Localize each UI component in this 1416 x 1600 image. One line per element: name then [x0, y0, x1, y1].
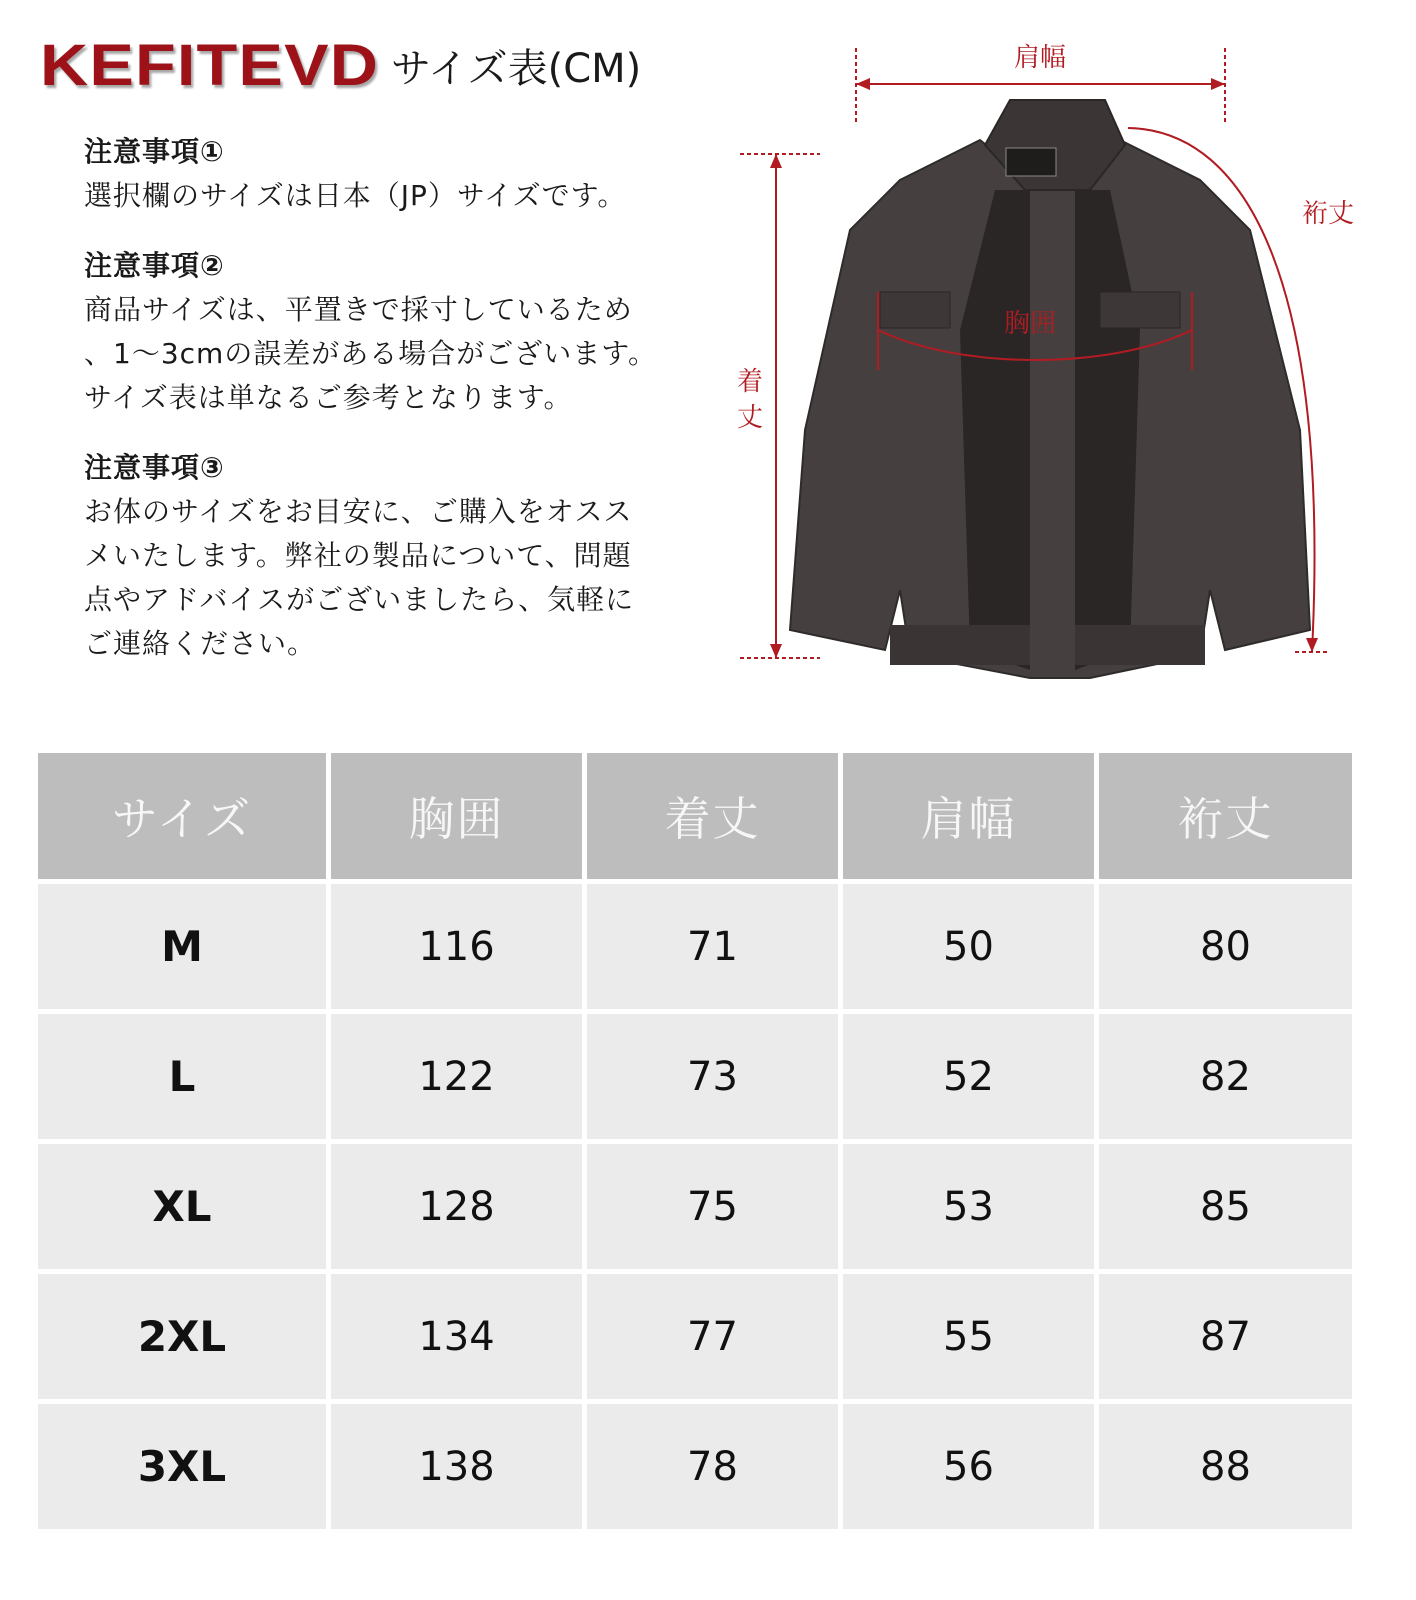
cell-sleeve: 85 [1099, 1144, 1352, 1269]
table-row [38, 1144, 1352, 1269]
header-size: サイズ [38, 753, 326, 879]
collar-label [1006, 148, 1056, 176]
cell-chest: 128 [331, 1144, 582, 1269]
note-body: 商品サイズは、平置きで採寸しているため 、1～3cmの誤差がある場合がございます。 サイズ表は単なるご参考となります。 [84, 293, 658, 414]
cell-sleeve: 88 [1099, 1404, 1352, 1529]
brand-header [40, 30, 641, 100]
jacket-diagram-svg [730, 30, 1410, 710]
arrowhead [1211, 78, 1225, 90]
cell-size: L [38, 1014, 326, 1139]
table-row [38, 1404, 1352, 1529]
size-table [33, 748, 1357, 1534]
note-2 [84, 244, 724, 420]
jacket-body [790, 140, 1310, 678]
table-header-row [38, 753, 1352, 879]
waistband-left [890, 625, 1030, 665]
cell-size: XL [38, 1144, 326, 1269]
cell-chest: 122 [331, 1014, 582, 1139]
label-length-1: 着 [736, 367, 764, 397]
header-length: 着丈 [587, 753, 838, 879]
cell-chest: 134 [331, 1274, 582, 1399]
note-1 [84, 130, 724, 218]
cell-length: 73 [587, 1014, 838, 1139]
cell-length: 78 [587, 1404, 838, 1529]
cell-size: 3XL [38, 1404, 326, 1529]
arrowhead [770, 644, 782, 658]
pocket-flap-left [880, 292, 950, 328]
cell-size: M [38, 884, 326, 1009]
cell-shoulder: 55 [843, 1274, 1094, 1399]
label-sleeve: 裄丈 [1301, 199, 1355, 229]
cell-length: 71 [587, 884, 838, 1009]
cell-shoulder: 56 [843, 1404, 1094, 1529]
arrowhead [1306, 638, 1318, 652]
note-3 [84, 446, 724, 666]
note-body: 選択欄のサイズは日本（JP）サイズです。 [84, 179, 627, 212]
note-title: 注意事項① [84, 135, 225, 168]
cell-shoulder: 52 [843, 1014, 1094, 1139]
arrowhead [770, 154, 782, 168]
note-title: 注意事項③ [84, 451, 225, 484]
table-row [38, 1014, 1352, 1139]
note-body: お体のサイズをお目安に、ご購入をオスス メいたします。弊社の製品について、問題 点やアドバイスがございましたら、気軽に ご連絡ください。 [84, 495, 635, 660]
cell-shoulder: 53 [843, 1144, 1094, 1269]
note-title: 注意事項② [84, 249, 225, 282]
cell-sleeve: 82 [1099, 1014, 1352, 1139]
brand-logo: KEFITEVD [40, 32, 380, 98]
header-shoulder: 肩幅 [843, 753, 1094, 879]
table-row [38, 884, 1352, 1009]
cell-sleeve: 80 [1099, 884, 1352, 1009]
size-chart-title: サイズ表(CM) [390, 45, 642, 92]
label-chest: 胸囲 [1003, 309, 1057, 339]
label-length-2: 丈 [736, 403, 764, 433]
header-sleeve: 裄丈 [1099, 753, 1352, 879]
label-shoulder: 肩幅 [1013, 43, 1067, 73]
pocket-flap-right [1100, 292, 1180, 328]
cell-chest: 138 [331, 1404, 582, 1529]
jacket-illustration [790, 100, 1310, 678]
waistband-right [1075, 625, 1205, 665]
table-row [38, 1274, 1352, 1399]
header-chest: 胸囲 [331, 753, 582, 879]
cell-size: 2XL [38, 1274, 326, 1399]
cell-sleeve: 87 [1099, 1274, 1352, 1399]
cell-length: 77 [587, 1274, 838, 1399]
jacket-measurement-diagram [730, 30, 1410, 710]
cell-length: 75 [587, 1144, 838, 1269]
notes-section [84, 130, 724, 692]
cell-shoulder: 50 [843, 884, 1094, 1009]
arrowhead [856, 78, 870, 90]
cell-chest: 116 [331, 884, 582, 1009]
